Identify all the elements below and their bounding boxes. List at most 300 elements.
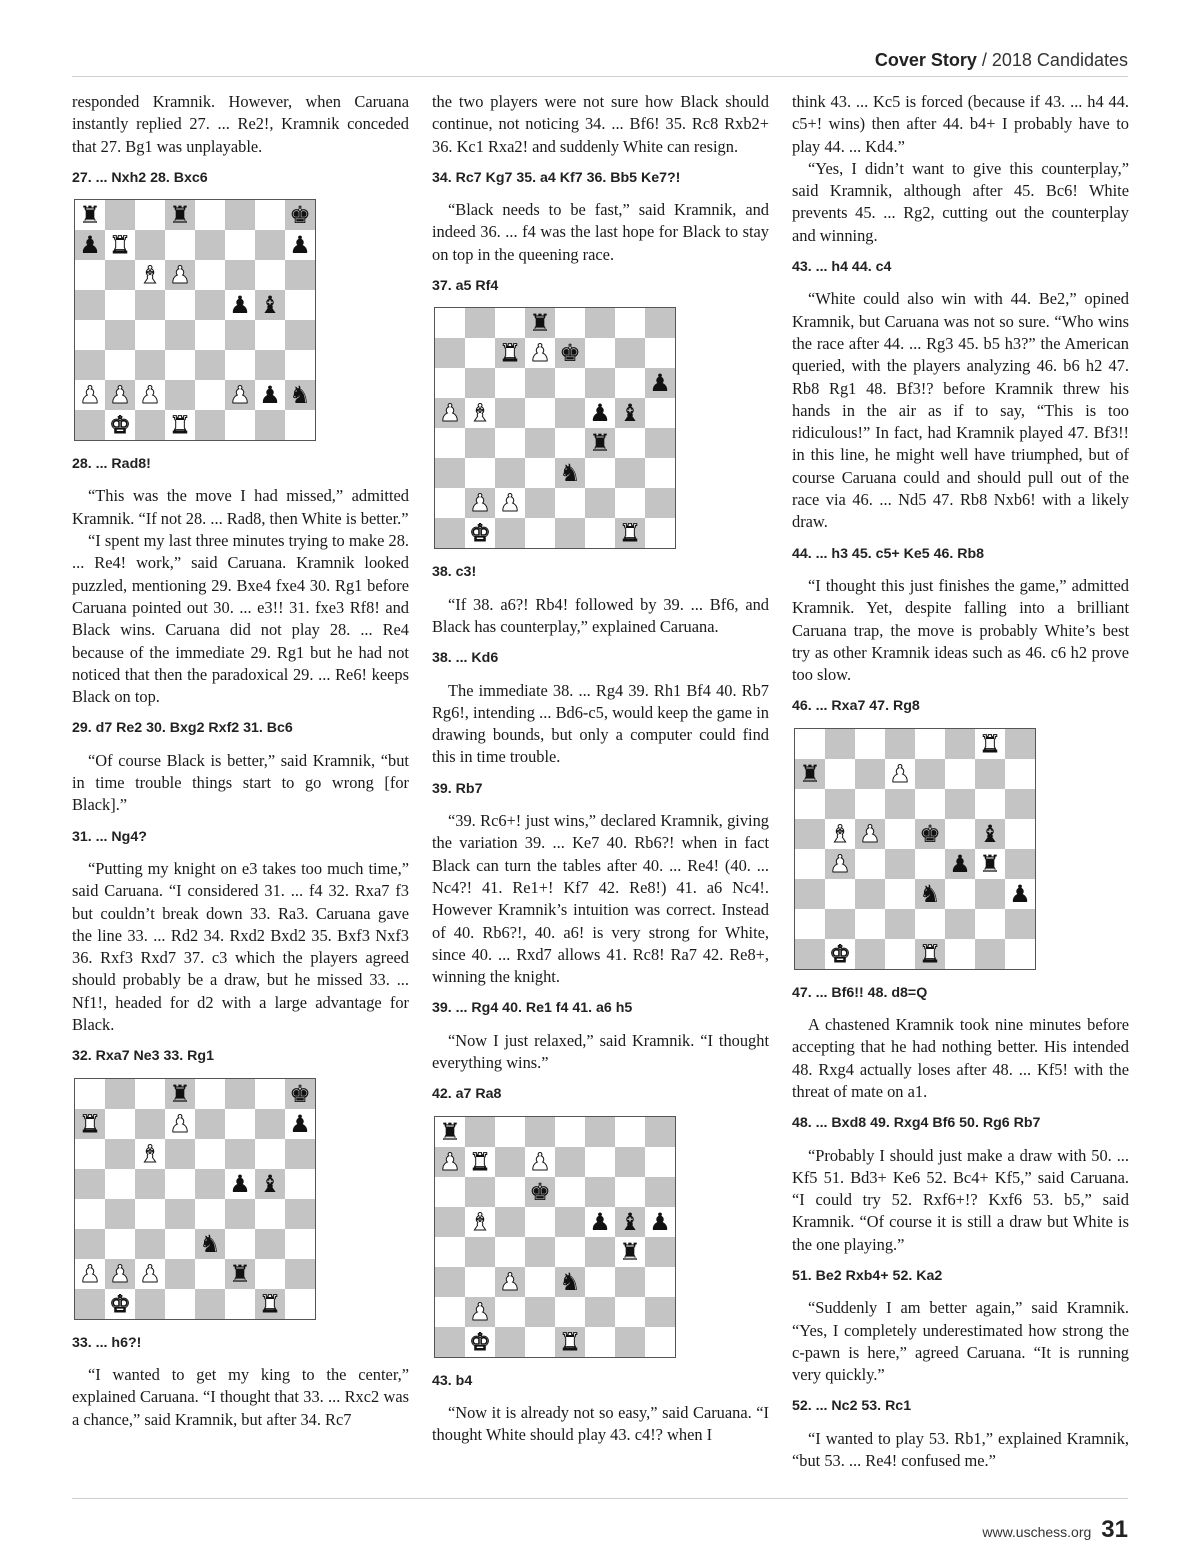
- board-square: [435, 398, 465, 428]
- board-square: [525, 368, 555, 398]
- board-square: [555, 338, 585, 368]
- black-pawn-icon: ♟: [1009, 879, 1031, 908]
- chess-diagram: [74, 1078, 316, 1320]
- board-square: [825, 789, 855, 819]
- black-rook-icon: ♜: [529, 309, 551, 338]
- board-square: [555, 1177, 585, 1207]
- board-square: [525, 308, 555, 338]
- paragraph: “Now it is already not so easy,” said Caruana. “I thought White should play 43. c4!? when I: [432, 1402, 769, 1445]
- paragraph: A chastened Kramnik took nine minutes before accepting that he had nothing better. His intended 48. Rxg4 actually loses after 48. ... Kf5! with the threat of mate on a1.: [792, 1015, 1129, 1101]
- white-pawn-icon: ♟: [439, 399, 461, 428]
- chess-diagram: [74, 199, 316, 441]
- board-square: [975, 849, 1005, 879]
- page-number: 31: [1101, 1516, 1128, 1543]
- board-square: [285, 260, 315, 290]
- board-square: [195, 350, 225, 380]
- board-square: [615, 1207, 645, 1237]
- board-square: [465, 338, 495, 368]
- board-square: [825, 849, 855, 879]
- chess-diagram: [434, 307, 676, 549]
- board-square: [285, 230, 315, 260]
- board-square: [285, 200, 315, 230]
- board-square: [435, 1117, 465, 1147]
- white-pawn-icon: ♟: [469, 1297, 491, 1326]
- white-bishop-icon: ♝: [469, 399, 491, 428]
- board-square: [975, 819, 1005, 849]
- board-square: [495, 308, 525, 338]
- board-square: [525, 1177, 555, 1207]
- board-square: [645, 1147, 675, 1177]
- board-square: [225, 320, 255, 350]
- board-square: [555, 1237, 585, 1267]
- board-square: [75, 1109, 105, 1139]
- board-square: [825, 909, 855, 939]
- board-square: [165, 230, 195, 260]
- board-square: [615, 458, 645, 488]
- board-square: [105, 200, 135, 230]
- move-heading: 34. Rc7 Kg7 35. a4 Kf7 36. Bb5 Ke7?!: [432, 169, 681, 186]
- white-king-icon: ♚: [469, 1327, 491, 1356]
- black-rook-icon: ♜: [619, 1237, 641, 1266]
- board-square: [165, 1139, 195, 1169]
- black-pawn-icon: ♟: [229, 291, 251, 320]
- board-square: [195, 1199, 225, 1229]
- board-square: [165, 320, 195, 350]
- board-square: [435, 518, 465, 548]
- board-square: [465, 368, 495, 398]
- paragraph: think 43. ... Kc5 is forced (because if 43. ... h4 44. c5+! wins) then after 44. b4+ I probably have to play 44. ... Kd4.”: [792, 92, 1129, 156]
- board-square: [975, 729, 1005, 759]
- board-square: [135, 230, 165, 260]
- black-knight-icon: ♞: [559, 459, 581, 488]
- paragraph: “Probably I should just make a draw with 50. ... Kf5 51. Bd3+ Ke6 52. Bc4+ Kf5,” said Caruana. “I could try 52. Rxf6+!? Kxf6 53. b5,” said Kramnik. “Of course it is still a draw but White is the one playing.”: [792, 1145, 1129, 1254]
- board-square: [465, 1237, 495, 1267]
- board-square: [795, 909, 825, 939]
- board-square: [435, 1327, 465, 1357]
- paragraph: “I wanted to get my king to the center,” explained Caruana. “I thought that 33. ... Rxc2 was a chance,” said Kramnik, but after 34. Rc7: [72, 1364, 409, 1429]
- move-heading: 47. ... Bf6!! 48. d8=Q: [792, 984, 928, 1001]
- board-square: [285, 1259, 315, 1289]
- board-square: [105, 1139, 135, 1169]
- board-square: [495, 1177, 525, 1207]
- black-pawn-icon: ♟: [649, 1207, 671, 1236]
- board-square: [435, 458, 465, 488]
- board-square: [435, 428, 465, 458]
- board-square: [135, 1139, 165, 1169]
- move-heading: 31. ... Ng4?: [72, 828, 147, 845]
- board-square: [945, 879, 975, 909]
- white-rook-icon: ♜: [919, 939, 941, 968]
- white-king-icon: ♚: [469, 519, 491, 548]
- board-square: [435, 1207, 465, 1237]
- board-square: [495, 518, 525, 548]
- board-square: [75, 1199, 105, 1229]
- board-square: [465, 1327, 495, 1357]
- board-square: [615, 1297, 645, 1327]
- board-square: [135, 410, 165, 440]
- board-square: [645, 1207, 675, 1237]
- move-heading: 46. ... Rxa7 47. Rg8: [792, 698, 920, 715]
- board-square: [495, 1237, 525, 1267]
- board-square: [225, 1289, 255, 1319]
- board-square: [525, 1297, 555, 1327]
- white-pawn-icon: ♟: [499, 1267, 521, 1296]
- black-knight-icon: ♞: [289, 381, 311, 410]
- header-sep: /: [976, 50, 992, 70]
- board-square: [165, 1169, 195, 1199]
- board-square: [255, 410, 285, 440]
- board-square: [555, 1267, 585, 1297]
- black-pawn-icon: ♟: [289, 231, 311, 260]
- white-pawn-icon: ♟: [859, 819, 881, 848]
- board-square: [645, 338, 675, 368]
- move-heading: 43. ... h4 44. c4: [792, 259, 892, 276]
- board-square: [165, 290, 195, 320]
- board-square: [1005, 909, 1035, 939]
- board-square: [555, 398, 585, 428]
- board-square: [225, 1139, 255, 1169]
- white-rook-icon: ♜: [169, 411, 191, 440]
- board-square: [495, 1297, 525, 1327]
- board-square: [225, 350, 255, 380]
- board-square: [135, 1289, 165, 1319]
- board-square: [585, 1117, 615, 1147]
- black-pawn-icon: ♟: [229, 1169, 251, 1198]
- board-square: [945, 759, 975, 789]
- board-square: [285, 1289, 315, 1319]
- paragraph: “White could also win with 44. Be2,” opined Kramnik, but Caruana was not so sure. “Who wins the race after 44. ... Rg3 45. b5 h3?” the American queried, with the players analyzing 46. b6 h2 47. Rb8 Rg1 48. Bf3!? before Kramnik threw his hands in the air as if to say, “This is too ridiculous!” In fact, had Kramnik played 47. Bf3!! in this line, he might well have triumphed, but of course Caruana could and should pull out of the race via 46. ... Nd5 47. Rb8 Nxb6! with a likely draw.: [792, 289, 1129, 532]
- board-square: [195, 1229, 225, 1259]
- board-square: [585, 458, 615, 488]
- white-pawn-icon: ♟: [169, 261, 191, 290]
- black-bishop-icon: ♝: [619, 399, 641, 428]
- board-square: [135, 1199, 165, 1229]
- board-square: [795, 849, 825, 879]
- board-square: [195, 1169, 225, 1199]
- board-square: [585, 1267, 615, 1297]
- board-square: [75, 200, 105, 230]
- board-square: [225, 260, 255, 290]
- chess-diagram: [434, 1116, 676, 1358]
- move-heading: 37. a5 Rf4: [432, 278, 499, 295]
- board-square: [165, 200, 195, 230]
- move-heading: 39. ... Rg4 40. Re1 f4 41. a6 h5: [432, 1000, 633, 1017]
- board-square: [255, 320, 285, 350]
- page-footer: [982, 1516, 1128, 1544]
- board-square: [255, 1169, 285, 1199]
- white-rook-icon: ♜: [79, 1109, 101, 1138]
- black-knight-icon: ♞: [559, 1267, 581, 1296]
- header-title: 2018 Candidates: [991, 50, 1128, 70]
- board-square: [585, 428, 615, 458]
- board-square: [225, 230, 255, 260]
- board-square: [105, 1199, 135, 1229]
- board-square: [615, 1177, 645, 1207]
- board-square: [525, 338, 555, 368]
- board-square: [195, 260, 225, 290]
- board-square: [825, 939, 855, 969]
- board-square: [555, 428, 585, 458]
- board-square: [495, 1267, 525, 1297]
- board-square: [195, 410, 225, 440]
- board-square: [615, 338, 645, 368]
- black-pawn-icon: ♟: [649, 369, 671, 398]
- board-square: [615, 1237, 645, 1267]
- board-square: [225, 1169, 255, 1199]
- board-square: [855, 879, 885, 909]
- board-square: [615, 368, 645, 398]
- board-square: [105, 1289, 135, 1319]
- board-square: [195, 200, 225, 230]
- board-square: [255, 290, 285, 320]
- white-rook-icon: ♜: [109, 231, 131, 260]
- board-square: [75, 320, 105, 350]
- board-square: [75, 1079, 105, 1109]
- black-king-icon: ♚: [919, 819, 941, 848]
- board-square: [1005, 849, 1035, 879]
- board-square: [285, 320, 315, 350]
- board-square: [585, 518, 615, 548]
- white-pawn-icon: ♟: [229, 381, 251, 410]
- board-square: [915, 879, 945, 909]
- board-square: [945, 729, 975, 759]
- board-square: [615, 398, 645, 428]
- board-square: [105, 1169, 135, 1199]
- board-square: [465, 1177, 495, 1207]
- black-rook-icon: ♜: [229, 1259, 251, 1288]
- board-square: [225, 1259, 255, 1289]
- board-square: [825, 729, 855, 759]
- board-square: [495, 1327, 525, 1357]
- board-square: [1005, 879, 1035, 909]
- board-square: [105, 1229, 135, 1259]
- board-square: [195, 1259, 225, 1289]
- board-square: [585, 1177, 615, 1207]
- move-heading: 38. ... Kd6: [432, 650, 499, 667]
- board-square: [495, 398, 525, 428]
- board-square: [465, 1267, 495, 1297]
- move-heading: 44. ... h3 45. c5+ Ke5 46. Rb8: [792, 545, 985, 562]
- board-square: [495, 428, 525, 458]
- board-square: [195, 1109, 225, 1139]
- board-square: [165, 1229, 195, 1259]
- board-square: [465, 1297, 495, 1327]
- board-square: [645, 458, 675, 488]
- board-square: [855, 789, 885, 819]
- black-rook-icon: ♜: [79, 201, 101, 230]
- board-square: [105, 1109, 135, 1139]
- board-square: [195, 1079, 225, 1109]
- black-king-icon: ♚: [289, 201, 311, 230]
- white-pawn-icon: ♟: [79, 1259, 101, 1288]
- board-square: [75, 1259, 105, 1289]
- board-square: [855, 849, 885, 879]
- black-pawn-icon: ♟: [949, 849, 971, 878]
- board-square: [255, 1289, 285, 1319]
- board-square: [105, 290, 135, 320]
- paragraph: “I thought this just finishes the game,” admitted Kramnik. Yet, despite falling into a brilliant Caruana trap, the move is probably White’s best try as other Kramnik ideas such as 46. c6 h2 prove too slow.: [792, 575, 1129, 685]
- board-square: [975, 909, 1005, 939]
- white-pawn-icon: ♟: [109, 1259, 131, 1288]
- board-square: [135, 260, 165, 290]
- board-square: [645, 1297, 675, 1327]
- board-square: [795, 729, 825, 759]
- board-square: [255, 350, 285, 380]
- black-pawn-icon: ♟: [589, 399, 611, 428]
- black-king-icon: ♚: [289, 1079, 311, 1108]
- paragraph: “This was the move I had missed,” admitted Kramnik. “If not 28. ... Rad8, then White is better.”: [72, 486, 409, 528]
- white-pawn-icon: ♟: [79, 381, 101, 410]
- white-pawn-icon: ♟: [139, 1259, 161, 1288]
- white-king-icon: ♚: [829, 939, 851, 968]
- white-bishop-icon: ♝: [469, 1207, 491, 1236]
- board-square: [495, 458, 525, 488]
- board-square: [255, 200, 285, 230]
- board-square: [225, 290, 255, 320]
- white-pawn-icon: ♟: [529, 1147, 551, 1176]
- board-square: [195, 320, 225, 350]
- board-square: [465, 458, 495, 488]
- board-square: [555, 1207, 585, 1237]
- board-square: [285, 1109, 315, 1139]
- black-pawn-icon: ♟: [289, 1109, 311, 1138]
- header-section: Cover Story: [874, 50, 977, 70]
- board-square: [255, 380, 285, 410]
- board-square: [945, 909, 975, 939]
- paragraph: “39. Rc6+! just wins,” declared Kramnik, giving the variation 39. ... Ke7 40. Rb6?! when in fact Black can turn the tables after 40. ... Re4! (40. ... Nc4?! 41. Re1+! Kf7 42. Re8!) 41. a6 Nc4!. However Kramnik’s intuition was correct. Instead of 40. Rb6?!, 40. a6! is very strong for White, since 40. ... Rxd7 allows 41. Rc8! Ra7 42. Re8+, winning the knight.: [432, 811, 769, 987]
- board-square: [615, 428, 645, 458]
- board-square: [255, 1229, 285, 1259]
- board-square: [975, 759, 1005, 789]
- board-square: [435, 368, 465, 398]
- board-square: [1005, 729, 1035, 759]
- board-square: [855, 909, 885, 939]
- board-square: [105, 380, 135, 410]
- board-square: [645, 1237, 675, 1267]
- board-square: [465, 1207, 495, 1237]
- paragraph: “If 38. a6?! Rb4! followed by 39. ... Bf6, and Black has counterplay,” explained Caruana.: [432, 594, 769, 636]
- white-bishop-icon: ♝: [139, 1139, 161, 1168]
- board-square: [555, 1327, 585, 1357]
- board-square: [255, 1259, 285, 1289]
- paragraph: “Black needs to be fast,” said Kramnik, and indeed 36. ... f4 was the last hope for Black to stay on top in the queening race.: [432, 200, 769, 264]
- board-square: [495, 1147, 525, 1177]
- board-square: [915, 849, 945, 879]
- footer-rule: [72, 1498, 1128, 1499]
- black-knight-icon: ♞: [199, 1229, 221, 1258]
- board-square: [525, 1117, 555, 1147]
- board-square: [855, 939, 885, 969]
- board-square: [555, 1147, 585, 1177]
- paragraph: “Suddenly I am better again,” said Kramnik. “Yes, I completely underestimated how strong the c-pawn is here,” agreed Caruana. “It is running very quickly.”: [792, 1298, 1129, 1385]
- board-square: [135, 1169, 165, 1199]
- white-rook-icon: ♜: [499, 339, 521, 368]
- board-square: [855, 759, 885, 789]
- white-pawn-icon: ♟: [529, 339, 551, 368]
- black-bishop-icon: ♝: [619, 1207, 641, 1236]
- board-square: [225, 380, 255, 410]
- board-square: [555, 458, 585, 488]
- board-square: [645, 308, 675, 338]
- board-square: [285, 380, 315, 410]
- board-square: [825, 879, 855, 909]
- board-square: [585, 1327, 615, 1357]
- move-heading: 38. c3!: [432, 564, 477, 581]
- white-pawn-icon: ♟: [139, 381, 161, 410]
- board-square: [1005, 939, 1035, 969]
- board-square: [1005, 789, 1035, 819]
- board-square: [615, 518, 645, 548]
- board-square: [435, 488, 465, 518]
- board-square: [615, 488, 645, 518]
- black-bishop-icon: ♝: [259, 1169, 281, 1198]
- board-square: [855, 729, 885, 759]
- white-bishop-icon: ♝: [829, 819, 851, 848]
- board-square: [1005, 819, 1035, 849]
- board-square: [645, 1267, 675, 1297]
- white-rook-icon: ♜: [619, 519, 641, 548]
- board-square: [525, 1267, 555, 1297]
- footer-url: www.uschess.org: [982, 1524, 1092, 1540]
- board-square: [1005, 759, 1035, 789]
- black-rook-icon: ♜: [439, 1117, 461, 1146]
- board-square: [615, 1327, 645, 1357]
- board-square: [975, 789, 1005, 819]
- board-square: [825, 819, 855, 849]
- board-square: [255, 1199, 285, 1229]
- board-square: [165, 1199, 195, 1229]
- board-square: [285, 1199, 315, 1229]
- board-square: [885, 789, 915, 819]
- move-heading: 43. b4: [432, 1372, 473, 1389]
- board-square: [195, 380, 225, 410]
- board-square: [465, 488, 495, 518]
- white-pawn-icon: ♟: [889, 759, 911, 788]
- board-square: [285, 1229, 315, 1259]
- board-square: [555, 1117, 585, 1147]
- board-square: [945, 819, 975, 849]
- board-square: [945, 939, 975, 969]
- move-heading: 28. ... Rad8!: [72, 456, 151, 473]
- white-pawn-icon: ♟: [499, 489, 521, 518]
- text-column-3: [792, 91, 1129, 1472]
- board-square: [165, 1109, 195, 1139]
- header-text: [875, 50, 1128, 71]
- move-heading: 33. ... h6?!: [72, 1334, 142, 1351]
- board-square: [915, 909, 945, 939]
- board-square: [525, 1327, 555, 1357]
- board-square: [615, 1147, 645, 1177]
- board-square: [645, 398, 675, 428]
- board-square: [135, 1259, 165, 1289]
- board-square: [225, 1199, 255, 1229]
- board-square: [75, 350, 105, 380]
- move-heading: 51. Be2 Rxb4+ 52. Ka2: [792, 1267, 943, 1284]
- board-square: [165, 1259, 195, 1289]
- board-square: [165, 260, 195, 290]
- move-heading: 39. Rb7: [432, 780, 483, 797]
- board-square: [585, 338, 615, 368]
- board-square: [915, 759, 945, 789]
- board-square: [585, 368, 615, 398]
- board-square: [795, 819, 825, 849]
- board-square: [135, 1109, 165, 1139]
- board-square: [585, 488, 615, 518]
- board-square: [465, 1117, 495, 1147]
- board-square: [885, 909, 915, 939]
- board-square: [645, 428, 675, 458]
- board-square: [495, 338, 525, 368]
